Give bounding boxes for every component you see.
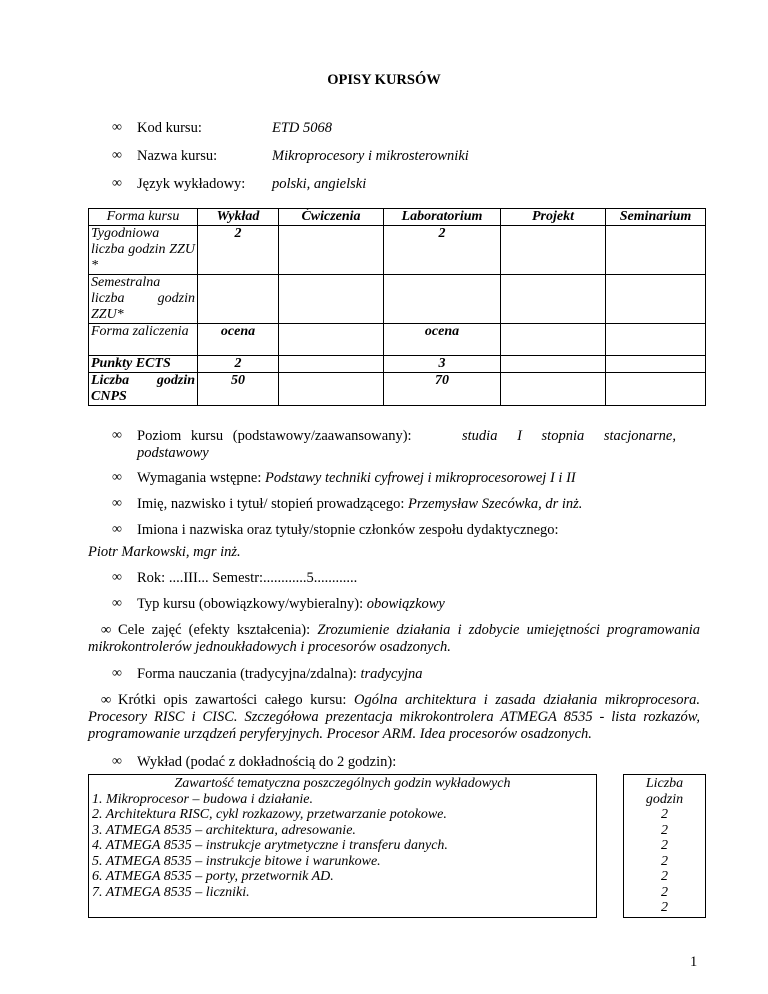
level-value-cont: podstawowy [137, 445, 209, 461]
page-number: 1 [690, 954, 698, 970]
lecture-topic-header: Zawartość tematyczna poszczególnych godzin wykładowych [174, 776, 511, 791]
list-item: 2 [661, 822, 668, 838]
col-header-laboratory: Laboratorium [384, 209, 501, 226]
table-cell: 3 [384, 356, 501, 373]
semester-hours-label: Semestralna liczba godzin ZZU* [89, 275, 198, 324]
cnps-label: Liczba godzin CNPS [89, 373, 198, 406]
lecturer-label: Imię, nazwisko i tytuł/ stopień prowadzącego: [137, 496, 405, 512]
bullet-icon: ∞ [112, 570, 122, 585]
table-cell [501, 275, 606, 324]
lecture-table-body [89, 775, 706, 918]
table-cell: 2 [384, 226, 501, 275]
course-code-value: ETD 5068 [272, 120, 333, 136]
table-cell [279, 324, 384, 356]
list-item: 1. Mikroprocesor – budowa i działanie. [92, 791, 314, 807]
table-cell [606, 356, 706, 373]
course-code-label: Kod kursu: [137, 120, 202, 136]
list-item: 2 [661, 853, 668, 869]
bullet-icon: ∞ [100, 692, 112, 708]
table-cell [501, 356, 606, 373]
list-item: 2. Architektura RISC, cykl rozkazowy, przetwarzanie potokowe. [92, 807, 447, 822]
ects-label: Punkty ECTS [89, 356, 198, 373]
list-item: 4. ATMEGA 8535 – instrukcje arytmetyczne i transferu danych. [92, 838, 448, 853]
bullet-icon: ∞ [112, 428, 122, 443]
table-row [89, 373, 706, 406]
teaching-form-label: Forma nauczania (tradycyjna/zdalna): [137, 666, 357, 682]
lecture-heading: Wykład (podać z dokładnością do 2 godzin): [137, 754, 397, 770]
language-value: polski, angielski [272, 176, 367, 192]
lecture-table [88, 774, 706, 918]
course-type-label: Typ kursu (obowiązkowy/wybieralny): [137, 596, 364, 612]
content-value: Ogólna architektura i zasada działania mikroprocesora. Procesory RISC i CISC. Szczegółowa prezentacja mikrokontrolera ATMEGA 8535 - lista rozkazów, programowanie urządzeń peryferyjnych. Procesor ARM. Idea procesorów osadzonych. [88, 692, 700, 742]
goals-paragraph [88, 622, 700, 656]
list-item: 5. ATMEGA 8535 – instrukcje bitowe i warunkowe. [92, 853, 381, 869]
list-item: 2 [661, 869, 668, 884]
requirements-label: Wymagania wstępne: [137, 470, 262, 486]
lecture-hours-header: Liczba godzin [645, 776, 684, 807]
year-semester-text: Rok: ....III... Semestr:............5............ [137, 570, 358, 586]
table-cell [198, 275, 279, 324]
goals-label: Cele zajęć (efekty kształcenia): [118, 622, 311, 638]
table-cell [279, 226, 384, 275]
table-cell [279, 373, 384, 406]
course-name-label: Nazwa kursu: [137, 148, 218, 164]
course-name-value: Mikroprocesory i mikrosterowniki [272, 148, 469, 164]
bullet-icon: ∞ [100, 622, 112, 638]
lecture-hours-cell [624, 775, 706, 918]
table-row [89, 275, 706, 324]
table-cell: 2 [198, 356, 279, 373]
bullet-icon: ∞ [112, 120, 122, 135]
bullet-icon: ∞ [112, 754, 122, 769]
table-cell [501, 324, 606, 356]
content-paragraph [88, 692, 700, 743]
list-item: 2 [661, 900, 668, 915]
list-item: 2 [661, 884, 668, 900]
table-header-row [89, 209, 706, 226]
table-cell [279, 275, 384, 324]
goals-value: Zrozumienie działania i zdobycie umiejętności programowania mikrokontrolerów jednoukładowych i procesorów osadzonych. [88, 622, 701, 655]
level-label: Poziom kursu (podstawowy/zaawansowany): [137, 428, 412, 444]
credit-form-label: Forma zaliczenia [89, 324, 198, 356]
list-item: 2 [661, 838, 668, 853]
team-label: Imiona i nazwiska oraz tytuły/stopnie członków zespołu dydaktycznego: [137, 522, 559, 538]
page-title: OPISY KURSÓW [327, 72, 441, 88]
col-header-seminar: Seminarium [606, 209, 706, 226]
table-row [89, 324, 706, 356]
bullet-icon: ∞ [112, 666, 122, 681]
table-cell: ocena [198, 324, 279, 356]
table-row [89, 356, 706, 373]
table-cell [606, 324, 706, 356]
table-cell [384, 275, 501, 324]
bullet-icon: ∞ [112, 522, 122, 537]
col-header-project: Projekt [501, 209, 606, 226]
teaching-form-value: tradycyjna [360, 666, 423, 682]
table-cell: 70 [384, 373, 501, 406]
team-value: Piotr Markowski, mgr inż. [88, 544, 241, 560]
table-cell [501, 373, 606, 406]
form-header: Forma kursu [89, 209, 198, 226]
level-value: studia I stopnia stacjonarne, [462, 428, 676, 444]
content-label: Krótki opis zawartości całego kursu: [118, 692, 347, 708]
weekly-hours-label: Tygodniowa liczba godzin ZZU * [89, 226, 198, 275]
bullet-icon: ∞ [112, 496, 122, 511]
bullet-icon: ∞ [112, 148, 122, 163]
lecture-topics-cell [89, 775, 597, 918]
course-form-table [88, 208, 706, 406]
col-header-lecture: Wykład [198, 209, 279, 226]
table-row [89, 226, 706, 275]
bullet-icon: ∞ [112, 176, 122, 191]
table-cell [606, 373, 706, 406]
table-cell: 2 [198, 226, 279, 275]
bullet-icon: ∞ [112, 596, 122, 611]
table-cell [501, 226, 606, 275]
language-label: Język wykładowy: [137, 176, 246, 192]
list-item: 3. ATMEGA 8535 – architektura, adresowanie. [92, 822, 356, 838]
table-cell [606, 275, 706, 324]
list-item: 6. ATMEGA 8535 – porty, przetwornik AD. [92, 869, 334, 884]
requirements-value: Podstawy techniki cyfrowej i mikroprocesorowej I i II [264, 470, 576, 486]
col-header-exercises: Ćwiczenia [279, 209, 384, 226]
lecturer-value: Przemysław Szecówka, dr inż. [408, 496, 583, 512]
table-cell [279, 356, 384, 373]
table-cell: 50 [198, 373, 279, 406]
list-item: 2 [661, 807, 668, 822]
spacer-cell [597, 775, 624, 918]
list-item: 7. ATMEGA 8535 – liczniki. [92, 884, 250, 900]
table-cell [606, 226, 706, 275]
course-type-value: obowiązkowy [366, 596, 445, 612]
table-cell: ocena [384, 324, 501, 356]
bullet-icon: ∞ [112, 470, 122, 485]
